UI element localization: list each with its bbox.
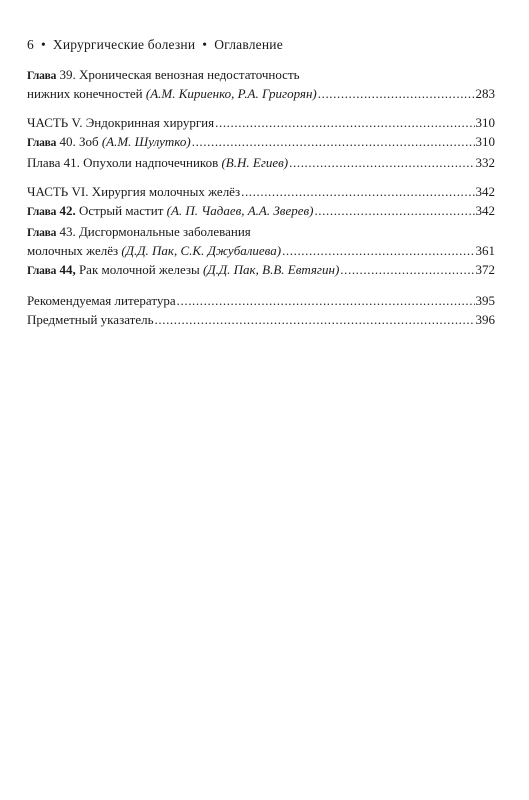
page-number: 361 xyxy=(475,243,495,258)
chapter-label: Глава xyxy=(27,70,57,82)
chapter-label: Глава xyxy=(27,206,57,218)
page-number: 310 xyxy=(475,115,495,130)
dot-leader xyxy=(215,114,474,131)
chapter-number: 43. xyxy=(59,224,76,239)
chapter-authors: (А.М. Кириенко, Р.А. Григорян) xyxy=(145,86,317,101)
chapter-title: Острый мастит xyxy=(78,203,164,218)
chapter-label: Плава xyxy=(27,155,61,170)
header-separator: • xyxy=(40,37,46,52)
toc-entry-part-6[interactable] xyxy=(27,183,495,200)
chapter-label: Глава xyxy=(27,227,57,239)
header-separator: • xyxy=(202,37,208,52)
chapter-authors: (Д.Д. Пак, С.К. Джубалиева) xyxy=(121,243,282,258)
page-number: 396 xyxy=(475,312,495,327)
toc-entry-chapter-40[interactable] xyxy=(27,133,495,152)
dot-leader xyxy=(177,292,475,309)
chapter-title: Рак молочной железы xyxy=(78,262,200,277)
dot-leader xyxy=(340,261,474,278)
dot-leader xyxy=(318,85,475,102)
dot-leader xyxy=(192,133,475,150)
toc-entry-chapter-41[interactable] xyxy=(27,154,495,171)
dot-leader xyxy=(155,311,475,328)
table-of-contents xyxy=(27,66,495,328)
toc-entry-chapter-42[interactable] xyxy=(27,202,495,221)
chapter-number: 39. xyxy=(59,67,76,82)
toc-entry-part-5[interactable] xyxy=(27,114,495,131)
chapter-number: 41. xyxy=(63,155,80,170)
toc-entry-subject-index[interactable] xyxy=(27,311,495,328)
chapter-authors: (А. П. Чадаев, А.А. Зверев) xyxy=(166,203,314,218)
toc-entry-chapter-43[interactable] xyxy=(27,223,495,259)
chapter-title-continued: молочных желёз xyxy=(27,243,119,258)
page-number: 332 xyxy=(475,155,495,170)
toc-entry-chapter-44[interactable] xyxy=(27,261,495,280)
chapter-title: Дисгормональные заболевания xyxy=(78,224,251,239)
page-number: 310 xyxy=(475,134,495,149)
dot-leader xyxy=(314,202,474,219)
chapter-label: Глава xyxy=(27,137,57,149)
chapter-authors: (А.М. Шулутко) xyxy=(101,134,191,149)
chapter-title: Опухоли надпочечников xyxy=(83,155,219,170)
section-title: Рекомендуемая литература xyxy=(27,293,176,308)
part-title: ЧАСТЬ V. Эндокринная хирургия xyxy=(27,115,215,130)
running-header xyxy=(27,37,283,53)
chapter-title-continued: нижних конечностей xyxy=(27,86,143,101)
header-page-number: 6 xyxy=(27,37,34,52)
chapter-label: Глава xyxy=(27,265,57,277)
dot-leader xyxy=(241,183,474,200)
part-title: ЧАСТЬ VI. Хирургия молочных желёз xyxy=(27,184,241,199)
section-title: Предметный указатель xyxy=(27,312,154,327)
page-number: 283 xyxy=(475,86,495,101)
page-number: 372 xyxy=(475,262,495,277)
chapter-authors: (В.Н. Егиев) xyxy=(221,155,289,170)
chapter-number: 40. xyxy=(59,134,76,149)
header-section: Оглавление xyxy=(214,37,283,52)
chapter-authors: (Д.Д. Пак, В.В. Евтягин) xyxy=(203,262,340,277)
toc-entry-references[interactable] xyxy=(27,292,495,309)
page-number: 342 xyxy=(475,184,495,199)
dot-leader xyxy=(289,154,474,171)
header-book-title: Хирургические болезни xyxy=(52,37,196,52)
chapter-title: Зоб xyxy=(78,134,99,149)
chapter-title: Хроническая венозная недостаточность xyxy=(78,67,300,82)
page-number: 342 xyxy=(475,203,495,218)
chapter-number: 44, xyxy=(59,262,76,277)
page-number: 395 xyxy=(475,293,495,308)
chapter-number: 42. xyxy=(59,203,76,218)
dot-leader xyxy=(282,242,474,259)
toc-entry-chapter-39[interactable] xyxy=(27,66,495,102)
